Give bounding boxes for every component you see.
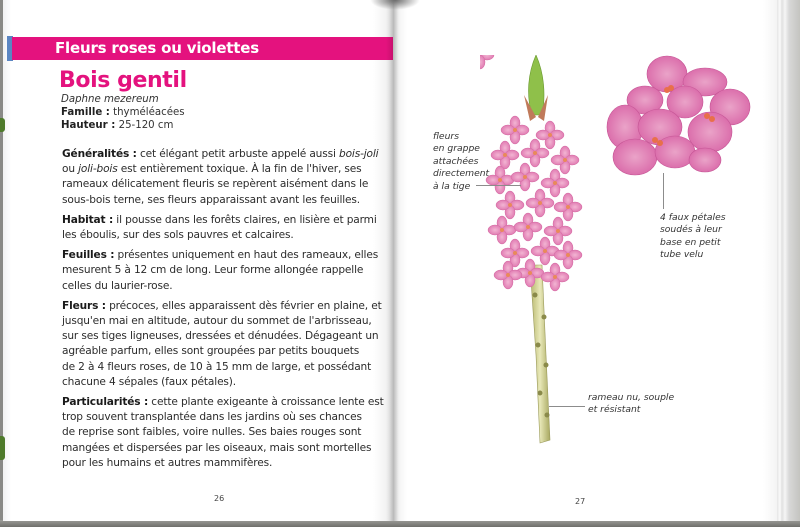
text-line: celles du laurier-rose. bbox=[62, 279, 173, 292]
text-line: sous-bois terne, ses fleurs apparaissant avant les feuilles. bbox=[62, 193, 360, 206]
flowering-branch-illustration bbox=[480, 55, 590, 475]
text-line: cette plante exigeante à croissance lente est bbox=[148, 396, 384, 409]
section-banner-title: Fleurs roses ou violettes bbox=[55, 39, 259, 57]
spine-top-shadow bbox=[370, 0, 420, 10]
feuilles-label: Feuilles : bbox=[62, 249, 115, 262]
callout-line: attachées bbox=[433, 155, 479, 167]
leader-line-branch bbox=[549, 406, 585, 407]
text-italic: bois-joli bbox=[339, 148, 379, 160]
callout-line: fleurs bbox=[433, 131, 459, 142]
text-line: jusqu'en mai en altitude, autour du sommet de l'arbrisseau, bbox=[62, 315, 372, 328]
generalites-label: Généralités : bbox=[62, 148, 137, 160]
text-line: chacune 4 sépales (faux pétales). bbox=[62, 375, 237, 388]
text-line: rameaux délicatement fleuris se repèrent aisément dans le bbox=[62, 178, 369, 191]
particularites-label: Particularités : bbox=[62, 396, 149, 409]
callout-line: rameau nu, souple bbox=[588, 392, 675, 403]
page-number-right: 27 bbox=[575, 497, 586, 506]
latin-name-text: Daphne mezereum bbox=[61, 94, 159, 105]
habitat-label: Habitat : bbox=[62, 213, 114, 226]
text-line: les éboulis, sur des sols pauvres et calcaires. bbox=[62, 229, 294, 242]
callout-line: base en petit bbox=[660, 236, 721, 248]
paragraph-habitat bbox=[62, 213, 377, 243]
page-edges bbox=[777, 0, 800, 521]
height-value: 25-120 cm bbox=[115, 120, 174, 131]
page-number-left: 26 bbox=[214, 494, 225, 503]
text-line: présentes uniquement en haut des rameaux, elles bbox=[114, 249, 379, 262]
species-description bbox=[62, 147, 384, 476]
text-line: pour les humains et autres mammifères. bbox=[62, 456, 273, 469]
callout-line: et résistant bbox=[588, 404, 641, 416]
family-value: thyméléacées bbox=[109, 107, 185, 118]
text-line: mesurent 5 à 12 cm de long. Leur forme allongée rappelle bbox=[62, 264, 364, 277]
background-leaf bbox=[0, 118, 5, 132]
paragraph-feuilles bbox=[62, 248, 379, 294]
text-line: mangées et dispersées par les oiseaux, mais sont mortelles bbox=[62, 441, 372, 454]
callout-line: directement bbox=[433, 168, 490, 180]
text-italic: joli-bois bbox=[78, 163, 118, 176]
text-line: cet élégant petit arbuste appelé aussi bbox=[136, 148, 339, 160]
table-surface bbox=[0, 520, 800, 527]
text-line: de reprise sont faibles, voire nulles. Ses baies rouges sont bbox=[62, 426, 362, 439]
book-spine bbox=[386, 0, 400, 521]
callout-flower-cluster bbox=[433, 131, 489, 193]
text-line: il pousse dans les forêts claires, en lisière et parmi bbox=[113, 213, 377, 226]
family-label: Famille : bbox=[61, 107, 110, 118]
callout-line: soudés à leur bbox=[660, 224, 722, 236]
text-line: trop souvent transplantée dans les jardins où ses chances bbox=[62, 411, 362, 424]
species-common-name: Bois gentil bbox=[59, 68, 187, 93]
text-line: ou bbox=[62, 163, 79, 176]
callout-line: tube velu bbox=[660, 249, 704, 261]
callout-petals bbox=[660, 212, 726, 262]
text-line: est entièrement toxique. À la fin de l'hiver, ses bbox=[117, 163, 362, 176]
flower-closeup-illustration bbox=[605, 52, 755, 182]
callout-line: à la tige bbox=[433, 180, 471, 192]
species-family bbox=[61, 107, 185, 118]
text-line: agréable parfum, elles sont groupées par petits bouquets bbox=[62, 345, 360, 358]
paragraph-fleurs bbox=[62, 299, 382, 390]
leader-line-flower-cluster bbox=[476, 185, 521, 186]
paragraph-particularites bbox=[62, 395, 384, 471]
callout-line: en grappe bbox=[433, 143, 480, 155]
leader-line-petals bbox=[663, 173, 664, 209]
text-line: de 2 à 4 fleurs roses, de 10 à 15 mm de large, et possédant bbox=[62, 360, 372, 373]
text-line: précoces, elles apparaissent dès février en plaine, et bbox=[105, 299, 382, 312]
species-height bbox=[61, 120, 173, 131]
callout-branch bbox=[588, 392, 674, 417]
callout-line: 4 faux pétales bbox=[660, 212, 726, 223]
text-line: sur ses tiges ligneuses, dressées et dénudées. Dégageant un bbox=[62, 330, 379, 343]
paragraph-generalites bbox=[62, 147, 379, 208]
height-label: Hauteur : bbox=[61, 120, 116, 131]
background-leaf bbox=[0, 436, 5, 460]
fleurs-label: Fleurs : bbox=[62, 299, 106, 312]
species-latin-name bbox=[61, 94, 159, 105]
